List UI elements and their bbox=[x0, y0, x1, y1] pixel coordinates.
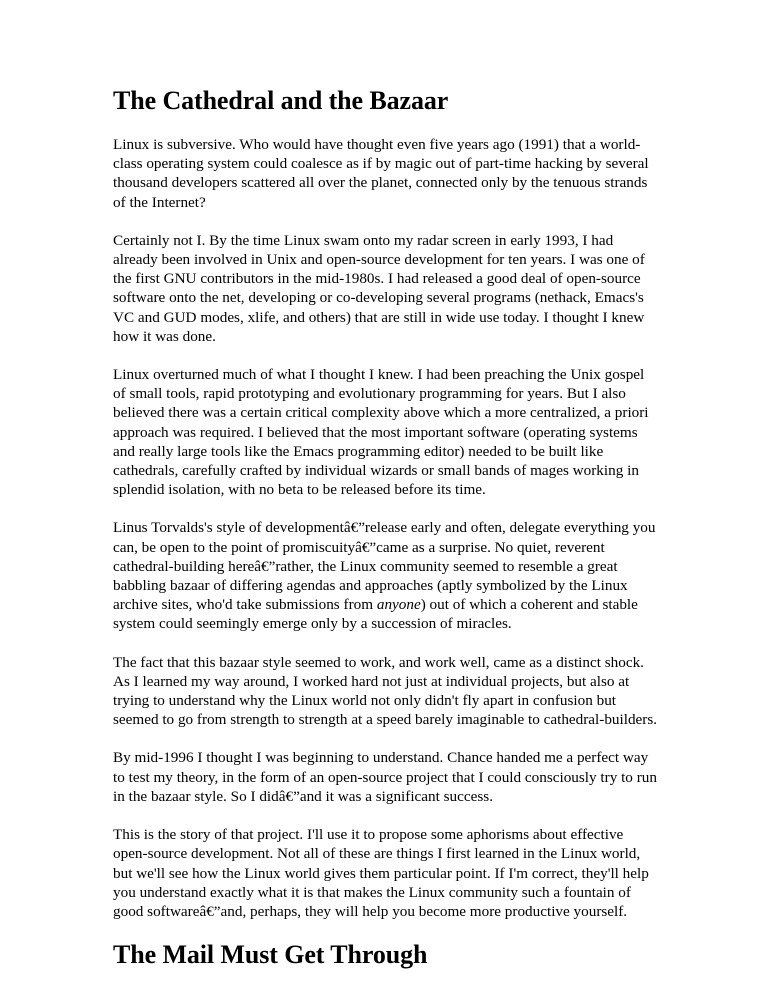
paragraph: Linux is subversive. Who would have thought even five years ago (1991) that a world-class operating system could coalesce as if by magic out of part-time hacking by several thousand developers scattered all over the planet, connected only by the tenuous strands of the Internet? bbox=[113, 136, 649, 211]
paragraph: By mid-1996 I thought I was beginning to understand. Chance handed me a perfect way to test my theory, in the form of an open-source project that I could consciously try to run in the bazaar style. So I didâ€”and it was a significant success. bbox=[113, 749, 657, 805]
emphasis-text: anyone bbox=[376, 596, 421, 614]
paragraph-text: ) out of which a coherent and stable system could seemingly emerge only by a succession of miracles. bbox=[113, 596, 638, 633]
paragraph-text: Linus Torvalds's style of developmentâ€”release early and often, delegate everything you can, be open to the point of promiscuityâ€”came as a surprise. No quiet, reverent cathedral-building hereâ€”rather, the Linux community seemed to resemble a great babbling bazaar of differing agendas and approaches (aptly symbolized by the Linux archive sites, who'd take submissions from bbox=[113, 519, 656, 614]
document-page bbox=[113, 86, 658, 989]
section-heading-mail-must-get-through: The Mail Must Get Through bbox=[113, 940, 428, 970]
paragraph: The fact that this bazaar style seemed to work, and work well, came as a distinct shock. As I learned my way around, I worked hard not just at individual projects, but also at trying to understand why the Linux world not only didn't fly apart in confusion but seemed to go from strength to strength at a speed barely imaginable to cathedral-builders. bbox=[113, 653, 658, 729]
paragraph: This is the story of that project. I'll use it to propose some aphorisms about effective open-source development. Not all of these are things I first learned in the Linux world, but we'll see how the Linux world gives them particular point. If I'm correct, they'll help you understand exactly what it is that makes the Linux community such a fountain of good softwareâ€”and, perhaps, they will help you become more productive yourself. bbox=[113, 826, 649, 920]
section-heading-cathedral-bazaar: The Cathedral and the Bazaar bbox=[113, 86, 449, 115]
paragraph bbox=[113, 518, 658, 633]
paragraph: Linux overturned much of what I thought I knew. I had been preaching the Unix gospel of small tools, rapid prototyping and evolutionary programming for years. But I also believed there was a certain critical complexity above which a more centralized, a priori approach was required. I believed that the most important software (operating systems and really large tools like the Emacs programming editor) needed to be built like cathedrals, carefully crafted by individual wizards or small bands of mages working in splendid isolation, with no beta to be released before its time. bbox=[113, 366, 649, 499]
paragraph: Certainly not I. By the time Linux swam onto my radar screen in early 1993, I had already been involved in Unix and open-source development for ten years. I was one of the first GNU contributors in the mid-1980s. I had released a good deal of open-source software onto the net, developing or co-developing several programs (nethack, Emacs's VC and GUD modes, xlife, and others) that are still in wide use today. I thought I knew how it was done. bbox=[113, 231, 645, 345]
